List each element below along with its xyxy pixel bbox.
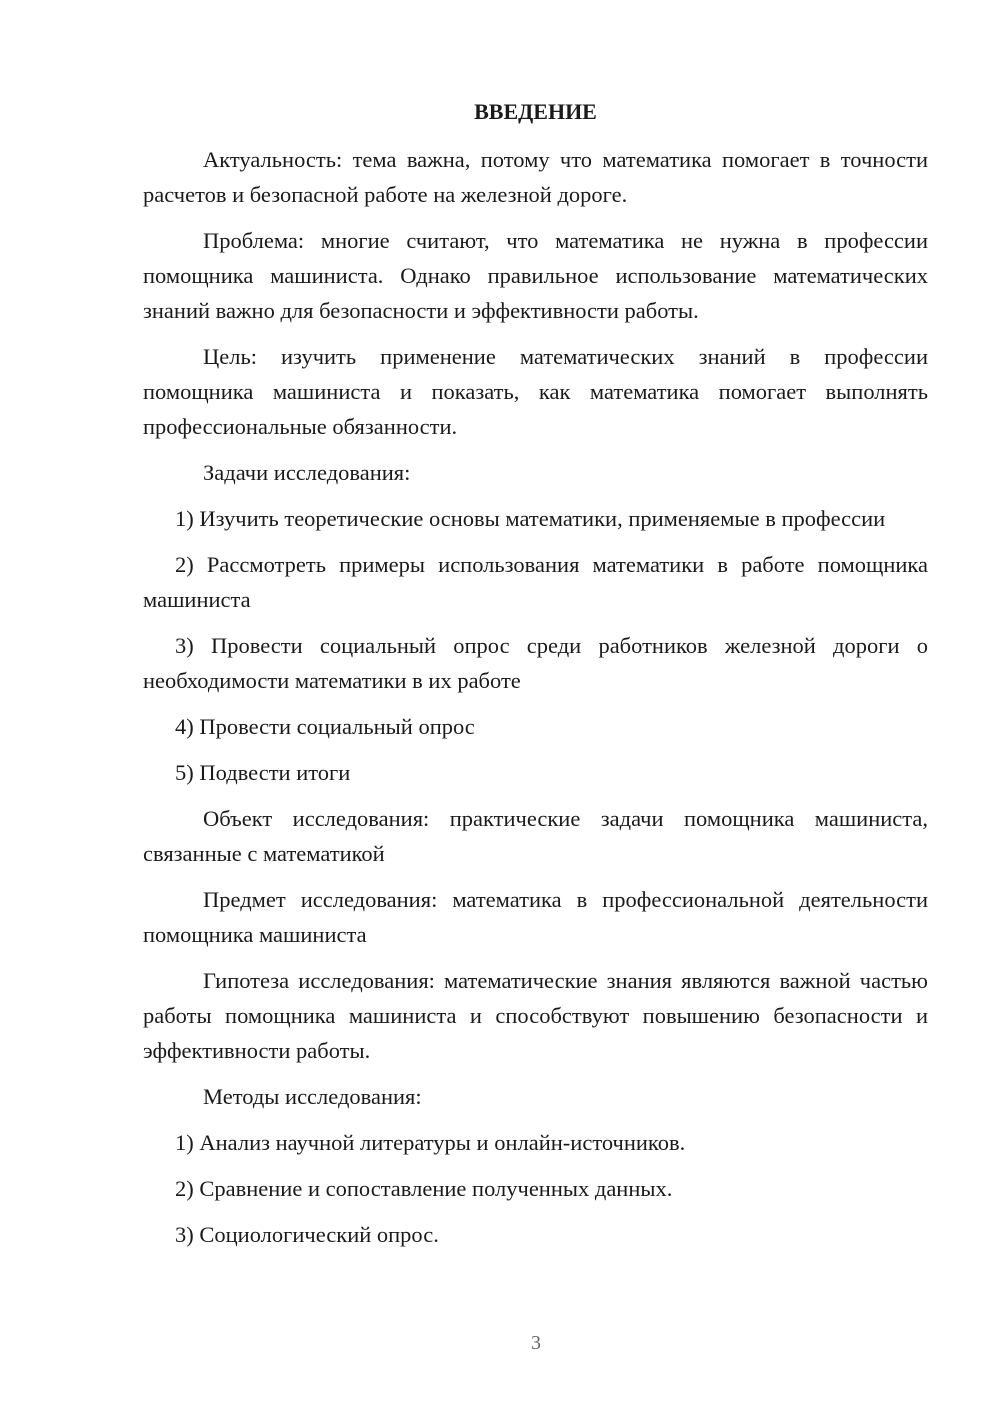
task-item: 2) Рассмотреть примеры использования математики в работе помощника машиниста xyxy=(143,552,928,612)
hypothesis-paragraph: Гипотеза исследования: математические знания являются важной частью работы помощника машиниста и способствуют повышению безопасности и эффективности работы. xyxy=(143,968,928,1063)
task-item: 3) Провести социальный опрос среди работников железной дороги о необходимости математики в их работе xyxy=(143,633,928,693)
task-item: 4) Провести социальный опрос xyxy=(175,714,475,739)
object-paragraph: Объект исследования: практические задачи помощника машиниста, связанные с математикой xyxy=(143,806,928,866)
task-item: 5) Подвести итоги xyxy=(175,760,351,785)
method-item: 3) Социологический опрос. xyxy=(175,1222,439,1247)
goal-paragraph: Цель: изучить применение математических знаний в профессии помощника машиниста и показать, как математика помогает выполнять профессиональные обязанности. xyxy=(143,344,928,439)
tasks-heading: Задачи исследования: xyxy=(203,460,411,485)
problem-paragraph: Проблема: многие считают, что математика не нужна в профессии помощника машиниста. Однако правильное использование математических знаний важно для безопасности и эффективности работы. xyxy=(143,228,928,323)
document-page xyxy=(143,94,928,1263)
page-title: ВВЕДЕНИЕ xyxy=(474,99,597,124)
methods-heading: Методы исследования: xyxy=(203,1084,422,1109)
task-item: 1) Изучить теоретические основы математики, применяемые в профессии xyxy=(175,506,886,531)
relevance-paragraph: Актуальность: тема важна, потому что математика помогает в точности расчетов и безопасной работе на железной дороге. xyxy=(143,147,928,207)
page-number: 3 xyxy=(531,1332,541,1354)
method-item: 2) Сравнение и сопоставление полученных данных. xyxy=(175,1176,673,1201)
method-item: 1) Анализ научной литературы и онлайн-источников. xyxy=(175,1130,686,1155)
subject-paragraph: Предмет исследования: математика в профессиональной деятельности помощника машиниста xyxy=(143,887,928,947)
